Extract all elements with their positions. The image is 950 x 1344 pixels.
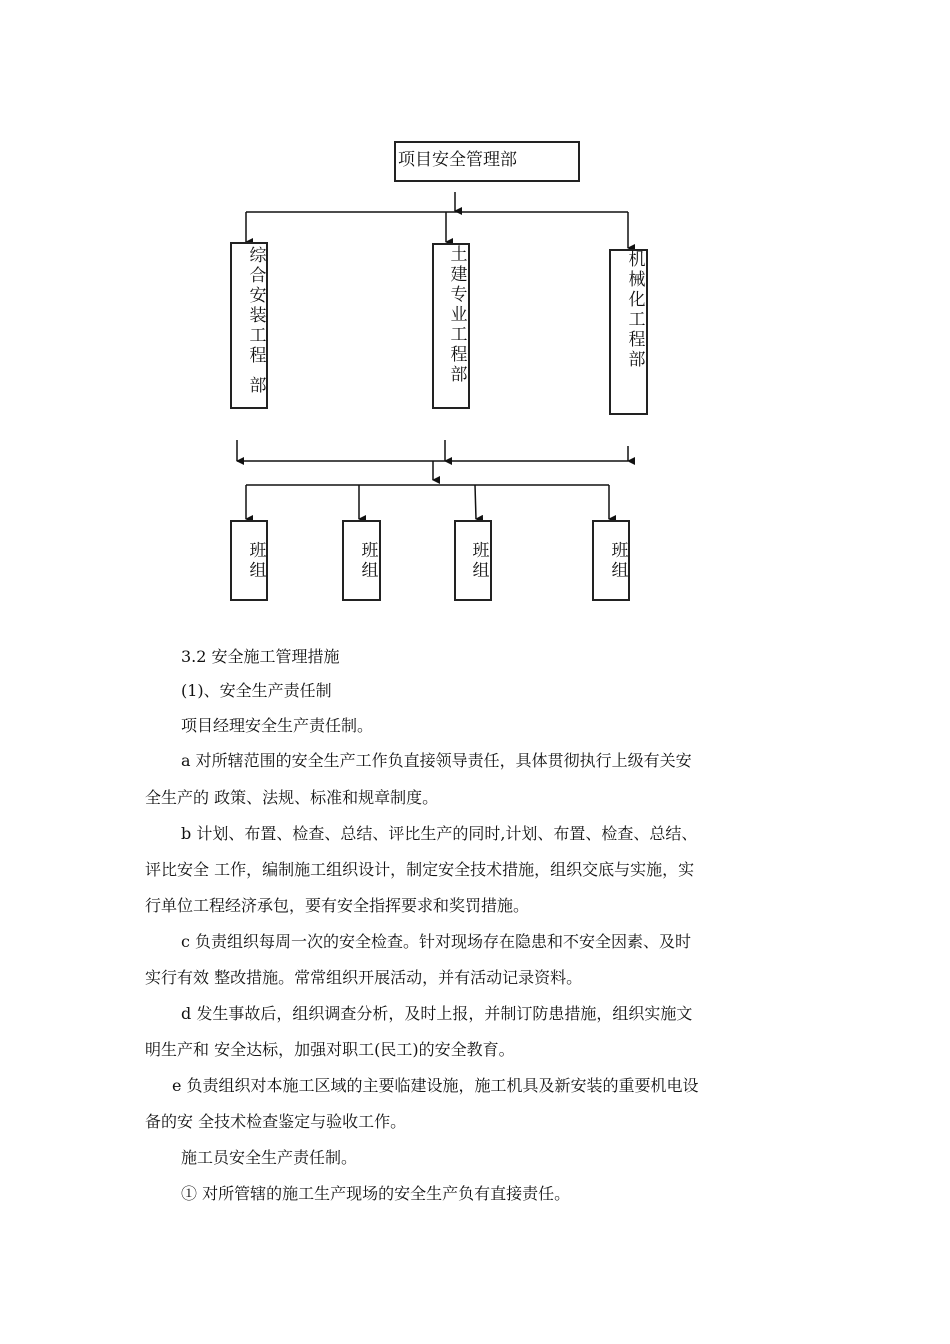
paragraph-line: 项目经理安全生产责任制。 (181, 716, 374, 735)
team-label-3: 班 组 (472, 541, 490, 581)
paragraph-line: 行单位工程经济承包，要有安全指挥要求和奖罚措施。 (145, 896, 530, 915)
subsection-heading: (1)、安全生产责任制 (181, 681, 332, 700)
dept-label-mechanical: 机 械 化 工 程 部 (628, 250, 646, 370)
paragraph-line: c 负责组织每周一次的安全检查。针对现场存在隐患和不安全因素、及时 (181, 932, 692, 951)
team-label-1: 班 组 (249, 541, 267, 581)
connector (475, 485, 476, 519)
paragraph-line: 实行有效 整改措施。常常组织开展活动，并有活动记录资料。 (145, 968, 583, 987)
dept-label-install: 综 合 安 装 工 程 部 (249, 246, 267, 396)
paragraph-line: 明生产和 安全达标，加强对职工(民工)的安全教育。 (145, 1040, 515, 1059)
paragraph-line: e 负责组织对本施工区域的主要临建设施，施工机具及新安装的重要机电设 (172, 1076, 699, 1095)
top-dept-box (394, 141, 580, 182)
paragraph-line: 全生产的 政策、法规、标准和规章制度。 (145, 788, 439, 807)
paragraph-line: 备的安 全技术检查鉴定与验收工作。 (145, 1112, 407, 1131)
paragraph-line: b 计划、布置、检查、总结、评比生产的同时,计划、布置、检查、总结、 (181, 824, 698, 843)
dept-label-civil: 土 建 专 业 工 程 部 (450, 245, 468, 385)
paragraph-line: a 对所辖范围的安全生产工作负直接领导责任，具体贯彻执行上级有关安 (181, 751, 692, 770)
team-label-4: 班 组 (611, 541, 629, 581)
paragraph-line: d 发生事故后，组织调查分析，及时上报，并制订防患措施，组织实施文 (181, 1004, 693, 1023)
paragraph-line: 评比安全 工作，编制施工组织设计，制定安全技术措施，组织交底与实施，实 (145, 860, 695, 879)
paragraph-line: 施工员安全生产责任制。 (181, 1148, 358, 1167)
top-dept-label: 项目安全管理部 (398, 150, 517, 170)
team-label-2: 班 组 (361, 541, 379, 581)
section-heading: 3.2 安全施工管理措施 (181, 647, 340, 666)
paragraph-line: ① 对所管辖的施工生产现场的安全生产负有直接责任。 (181, 1184, 571, 1203)
